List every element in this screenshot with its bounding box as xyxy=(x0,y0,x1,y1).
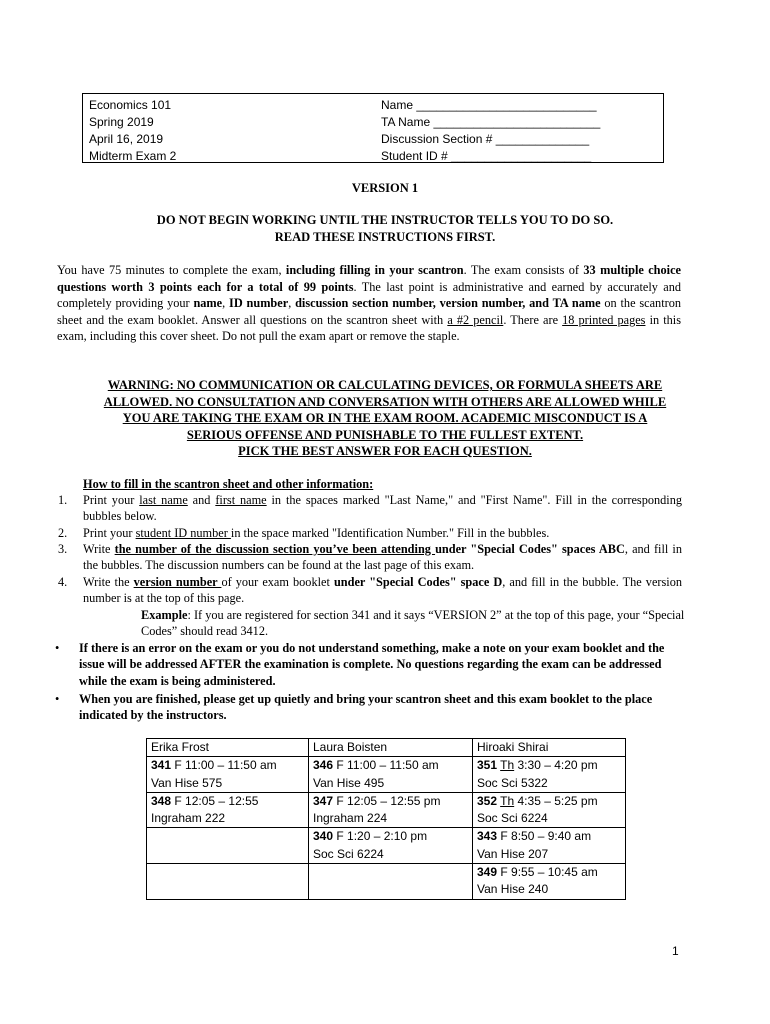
intro-paragraph xyxy=(57,262,681,345)
howto-title: How to fill in the scantron sheet and other information: xyxy=(83,477,374,491)
warning-block xyxy=(60,377,710,460)
course-info xyxy=(89,97,176,165)
step-number: 1. xyxy=(58,493,68,507)
bullet-item xyxy=(55,691,683,724)
bullet-dot: • xyxy=(55,692,60,706)
example-note xyxy=(141,607,686,640)
section-number: 349 xyxy=(477,865,498,880)
bullet-item xyxy=(55,640,683,689)
empty-cell xyxy=(147,864,309,900)
section-number: 340 xyxy=(313,829,334,844)
instruction-step xyxy=(58,492,682,525)
warning-line: WARNING: NO COMMUNICATION OR CALCULATING DEVICES, OR FORMULA SHEETS ARE xyxy=(107,378,663,392)
step-text-part: Write xyxy=(83,542,115,556)
step-text-part: in the spaces marked "Last Name," and "First Name". Fill in the corresponding bubbles below. xyxy=(83,493,683,524)
section-time: F 12:05 – 12:55 xyxy=(171,793,259,808)
section-cell xyxy=(147,792,309,828)
student-id-field: Student ID # _____________________ xyxy=(381,149,592,163)
step-text xyxy=(83,492,682,525)
section-cell xyxy=(309,828,473,864)
intro-text: . The exam consists of xyxy=(463,263,584,277)
bullet-text: When you are finished, please get up quietly and bring your scantron sheet and this exam booklet to the place indicated by the instructors. xyxy=(79,692,653,723)
section-number: 347 xyxy=(313,793,334,808)
intro-bold: 33 multiple choice questions worth 3 points each for a total of 99 points xyxy=(57,263,681,294)
ta-name-cell: Laura Boisten xyxy=(309,739,473,757)
step-text-part: Write the xyxy=(83,575,134,589)
section-room: Soc Sci 6224 xyxy=(477,811,548,826)
step-underline: first name xyxy=(215,493,267,507)
step-text-part: and xyxy=(187,493,216,507)
ta-name-field: TA Name _________________________ xyxy=(381,115,601,129)
table-row xyxy=(147,757,626,793)
empty-cell xyxy=(147,828,309,864)
step-text-part: , and fill in the bubbles. The discussion numbers can be found at the last page of this exam. xyxy=(83,542,682,573)
intro-text: , xyxy=(222,296,230,311)
exam-header-box xyxy=(82,93,664,163)
step-text xyxy=(83,541,682,574)
ta-name-cell: Hiroaki Shirai xyxy=(473,739,626,757)
section-room: Van Hise 495 xyxy=(313,775,385,790)
section-time: F 1:20 – 2:10 pm xyxy=(333,829,428,844)
step-text-part: in the space marked "Identification Number." Fill in the bubbles. xyxy=(230,526,550,540)
exam-title: Midterm Exam 2 xyxy=(89,149,177,163)
intro-text: . There are xyxy=(503,312,563,327)
step-bold: under "Special Codes" space D xyxy=(333,575,503,589)
table-row xyxy=(147,792,626,828)
section-number: 343 xyxy=(477,829,498,844)
bullet-dot: • xyxy=(55,641,60,655)
example-text: : If you are registered for section 341 and it says “VERSION 2” at the top of this page, your “Special Codes” should read 3412. xyxy=(141,608,685,639)
bullet-text: If there is an error on the exam or you do not understand something, make a note on your exam booklet and the issue will be addressed AFTER the examination is complete. No questions regarding the exam can be addressed while the exam is being administered. xyxy=(79,641,665,688)
section-room: Van Hise 240 xyxy=(477,882,549,897)
step-bold-underline: the number of the discussion section you’ve been attending xyxy=(114,542,436,556)
section-room: Van Hise 207 xyxy=(477,846,549,861)
do-not-begin-heading: DO NOT BEGIN WORKING UNTIL THE INSTRUCTOR TELLS YOU TO DO SO. xyxy=(156,213,614,227)
section-room: Soc Sci 5322 xyxy=(477,775,548,790)
section-day: Th xyxy=(500,758,515,773)
term: Spring 2019 xyxy=(89,115,154,129)
warning-line: ALLOWED. NO CONSULTATION AND CONVERSATION WITH OTHERS ARE ALLOWED WHILE xyxy=(103,394,667,409)
intro-underline: 18 printed pages xyxy=(562,312,646,327)
instruction-step xyxy=(58,541,682,574)
discussion-section-field: Discussion Section # ______________ xyxy=(381,132,590,146)
intro-text: . The last point is administrative and earned by accurately and completely providing your xyxy=(57,279,681,311)
example-label: Example xyxy=(141,608,188,622)
section-cell xyxy=(473,828,626,864)
section-room: Ingraham 224 xyxy=(313,811,388,826)
exam-date: April 16, 2019 xyxy=(89,132,164,146)
table-row xyxy=(147,828,626,864)
step-text-part: of your exam booklet xyxy=(221,575,334,589)
section-cell xyxy=(147,757,309,793)
warning-line: PICK THE BEST ANSWER FOR EACH QUESTION. xyxy=(238,444,532,458)
section-cell xyxy=(473,757,626,793)
section-number: 351 xyxy=(477,758,498,773)
step-bold: under "Special Codes" spaces ABC xyxy=(435,542,625,556)
page-number: 1 xyxy=(672,944,679,958)
ta-name-cell: Erika Frost xyxy=(147,739,309,757)
table-header-row xyxy=(147,739,626,757)
empty-cell xyxy=(309,864,473,900)
course-name: Economics 101 xyxy=(89,98,172,112)
section-time: F 11:00 – 11:50 am xyxy=(333,758,439,773)
instruction-step xyxy=(58,574,682,607)
intro-text: , xyxy=(288,296,296,311)
section-day: Th xyxy=(500,793,515,808)
intro-bold: discussion section number, version number, and TA name xyxy=(295,296,601,311)
step-number: 2. xyxy=(58,526,68,540)
section-room: Van Hise 575 xyxy=(151,775,223,790)
name-field: Name ___________________________ xyxy=(381,98,597,112)
section-time: 3:30 – 4:20 pm xyxy=(514,758,598,773)
section-room: Soc Sci 6224 xyxy=(313,846,384,861)
intro-bold: ID number xyxy=(229,296,289,311)
intro-bold: name xyxy=(193,296,223,311)
step-bold-underline: version number xyxy=(133,575,222,589)
step-number: 3. xyxy=(58,542,68,556)
student-fields xyxy=(381,97,600,165)
intro-text: in this exam, including this cover sheet. Do not pull the exam apart or remove the staple. xyxy=(57,312,681,344)
section-number: 346 xyxy=(313,758,334,773)
step-text xyxy=(83,574,682,607)
step-text-part: , and fill in the bubble. The version number is at the top of this page. xyxy=(83,575,683,606)
warning-line: YOU ARE TAKING THE EXAM OR IN THE EXAM ROOM. ACADEMIC MISCONDUCT IS A xyxy=(122,411,648,425)
section-room: Ingraham 222 xyxy=(151,811,226,826)
step-underline: last name xyxy=(139,493,188,507)
read-first-heading: READ THESE INSTRUCTIONS FIRST. xyxy=(274,230,496,244)
version-heading: VERSION 1 xyxy=(351,181,419,195)
section-cell xyxy=(473,792,626,828)
intro-text: You have 75 minutes to complete the exam, xyxy=(57,263,286,277)
intro-bold: including filling in your scantron xyxy=(285,263,464,277)
section-time: F 11:00 – 11:50 am xyxy=(171,758,277,773)
intro-underline: a #2 pencil xyxy=(447,312,504,327)
step-text xyxy=(83,525,682,541)
step-number: 4. xyxy=(58,575,68,589)
discussion-section-table xyxy=(146,738,626,900)
section-time: F 12:05 – 12:55 pm xyxy=(333,793,441,808)
instruction-step xyxy=(58,525,682,541)
table-row xyxy=(147,864,626,900)
section-number: 352 xyxy=(477,793,498,808)
section-time: F 9:55 – 10:45 am xyxy=(497,865,598,880)
section-number: 341 xyxy=(151,758,172,773)
intro-text: on the scantron sheet and the exam booklet. Answer all questions on the scantron sheet with xyxy=(57,296,681,327)
section-number: 348 xyxy=(151,793,172,808)
step-text-part: Print your xyxy=(83,526,136,540)
section-time: 4:35 – 5:25 pm xyxy=(514,793,598,808)
section-cell xyxy=(309,792,473,828)
section-cell xyxy=(309,757,473,793)
step-text-part: Print your xyxy=(83,493,140,507)
warning-line: SERIOUS OFFENSE AND PUNISHABLE TO THE FULLEST EXTENT. xyxy=(186,427,584,442)
section-time: F 8:50 – 9:40 am xyxy=(497,829,592,844)
section-cell xyxy=(473,864,626,900)
step-underline: student ID number xyxy=(135,526,231,540)
